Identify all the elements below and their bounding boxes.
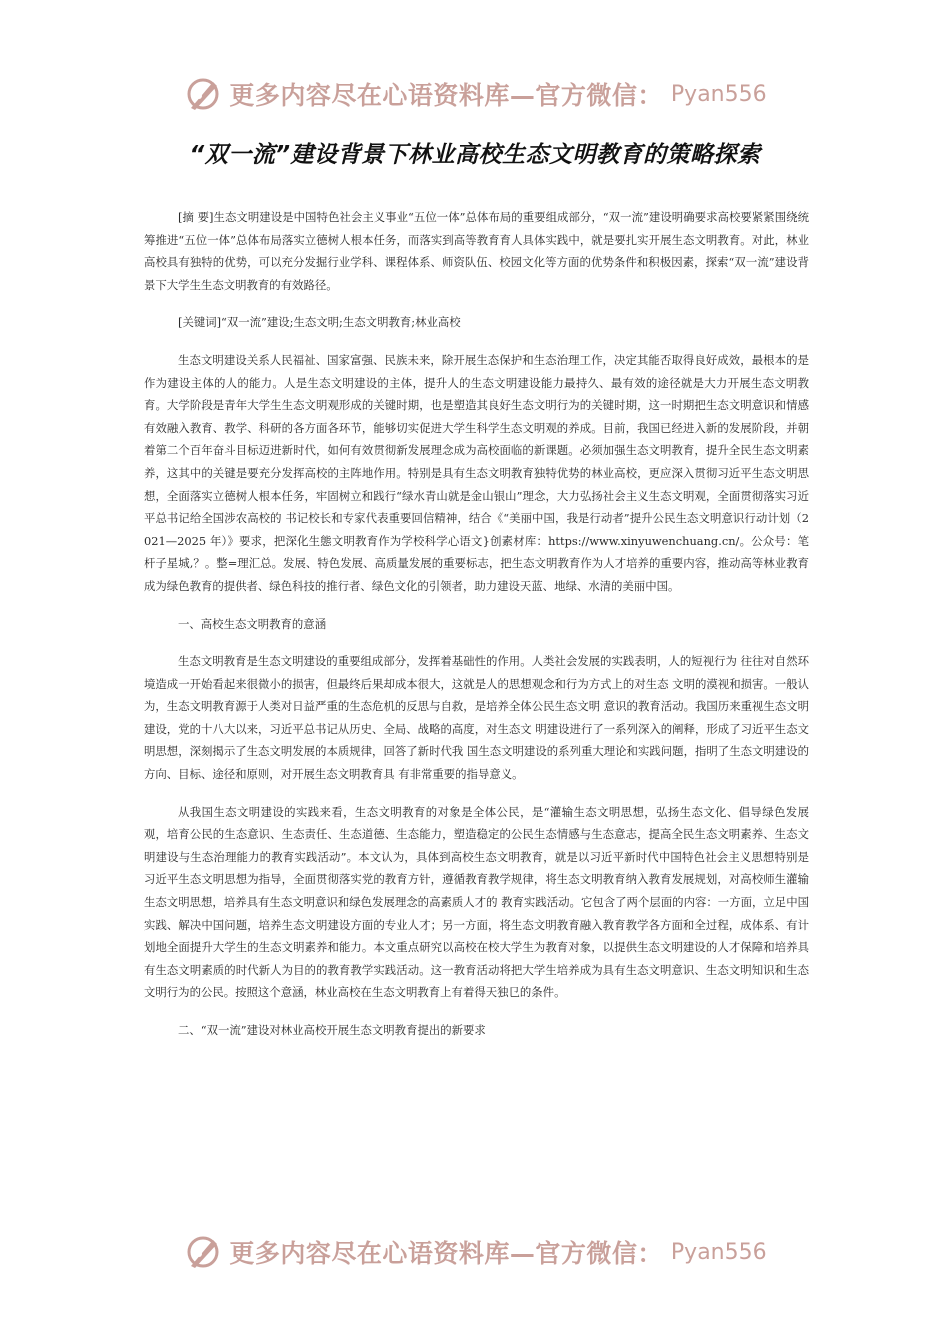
pen-logo-icon <box>183 74 223 114</box>
bottom-watermark-banner <box>0 1228 950 1276</box>
banner-handle: Pyan556 <box>670 81 767 107</box>
section-1-heading: 一、高校生态文明教育的意涵 <box>178 616 327 631</box>
section-2-heading: 二、“双一流”建设对林业高校开展生态文明教育提出的新要求 <box>178 1023 486 1037</box>
keywords: [关键词]“双一流”建设;生态文明;生态文明教育;林业高校 <box>178 315 461 330</box>
document-title: “双一流”建设背景下林业高校生态文明教育的策略探索 <box>189 142 761 168</box>
abstract: [摘 要]生态文明建设是中国特色社会主义事业“五位一体”总体布局的重要组成部分，“双一流”建设明确要求高校要紧紧围绕统筹推进“五位一体”总体布局落实立德树人根本任务，而落实到高等教育育人具体实践中，就是要扎实开展生态文明教育。对此，林业高校具有独特的优势，可以充分发掘行业学科、课程体系、师资队伍、校园文化等方面的优势条件和积极因素，探索“双一流”建设背景下大学生生态文明教育的有效路径。 <box>144 210 809 292</box>
banner-text: 更多内容尽在心语资料库—官方微信： <box>229 1239 663 1268</box>
pen-logo-icon <box>183 1232 223 1272</box>
document-body <box>144 206 809 1057</box>
section-1-paragraph-2: 从我国生态文明建设的实践来看，生态文明教育的对象是全体公民，是“灌输生态文明思想，弘扬生态文化、倡导绿色发展观，培育公民的生态意识、生态责任、生态道德、生态能力，塑造稳定的公民生态情感与生态意志，提高全民生态文明素养、生态文明建设与生态治理能力的教育实践活动”。本文认为，具体到高校生态文明教育，就是以习近平新时代中国特色社会主义思想特别是习近平生态文明思想为指导，全面贯彻落实党的教育方针，遵循教育教学规律，将生态文明教育纳入教育发展规划，对高校师生灌输生态文明思想，培养具有生态文明意识和绿色发展理念的高素质人才的 教育实践活动。它包含了两个层面的内容：一方面，立足中国实践、解决中国问题，培养生态文明建设方面的专业人才；另一方面，将生态文明教育融入教育教学各方面和全过程，成体系、有计划地全面提升大学生的生态文明素养和能力。本文重点研究以高校在校大学生为教育对象，以提供生态文明建设的人才保障和培养具有生态文明素质的时代新人为目的的教育教学实践活动。这一教育活动将把大学生培养成为具有生态文明意识、生态文明知识和生态文明行为的公民。按照这个意涵，林业高校在生态文明教育上有着得天独㔾的条件。 <box>144 804 809 1000</box>
top-watermark-banner <box>0 70 950 118</box>
intro-paragraph: 生态文明建设关系人民福祉、国家富强、民族未来，除开展生态保护和生态治理工作，决定其能否取得良好成效，最根本的是作为建设主体的人的能力。人是生态文明建设的主体，提升人的生态文明建设能力最持久、最有效的途径就是大力开展生态文明教育。大学阶段是青年大学生生态文明观形成的关键时期，也是塑造其良好生态文明行为的关键时期，这一时期把生态文明意识和情感有效融入教育、教学、科研的各方面各环节，能够切实促进大学生科学生态文明观的养成。目前，我国已经进入新的发展阶段，并朝着第二个百年奋斗目标迈进新时代，如何有效贯彻新发展理念成为高校面临的新课题。必须加强生态文明教育，提升全民生态文明素养，这其中的关键是要充分发挥高校的主阵地作用。特别是具有生态文明教育独特优势的林业高校，更应深入贯彻习近平生态文明思想，全面落实立德树人根本任务，牢固树立和践行“绿水青山就是金山银山”理念，大力弘扬社会主义生态文明观，全面贯彻落实习近平总书记给全国涉农高校的 书记校长和专家代表重要回信精神，结合《“美丽中国，我是行动者”提升公民生态文明意识行动计划（2021—2025 年）》要求，把深化生態文明教育作为学校科学心语文}创素材库：https://www.xinyuwenchuang.cn/。公众号：笔杆子星城,？。整=理汇总。发展、特色发展、高质量发展的重要标志，把生态文明教育作为人才培养的重要内容，推动高等林业教育成为绿色教育的提供者、绿色科技的推行者、绿色文化的引领者，助力建设天蓝、地绿、水清的美丽中国。 <box>144 352 809 593</box>
banner-handle: Pyan556 <box>670 1239 767 1265</box>
section-1-paragraph-1: 生态文明教育是生态文明建设的重要组成部分，发挥着基础性的作用。人类社会发展的实践表明，人的短视行为 往往对自然环境造成一开始看起来很微小的损害，但最终后果却成本很大，这就是人的思想观念和行为方式上的对生态 文明的漠视和损害。一般认为，生态文明教育源于人类对日益严重的生态危机的反思与自救，是培养全体公民生态文明 意识的教育活动。我国历来重视生态文明建设，党的十八大以来，习近平总书记从历史、全局、战略的高度，对生态文 明建设进行了一系列深入的阐释，形成了习近平生态文明思想，深刻揭示了生态文明发展的本质规律，回答了新时代我 国生态文明建设的系列重大理论和实践问题，指明了生态文明建设的方向、目标、途径和原则，对开展生态文明教育具 有非常重要的指导意义。 <box>144 654 809 782</box>
banner-text: 更多内容尽在心语资料库—官方微信： <box>229 81 663 110</box>
